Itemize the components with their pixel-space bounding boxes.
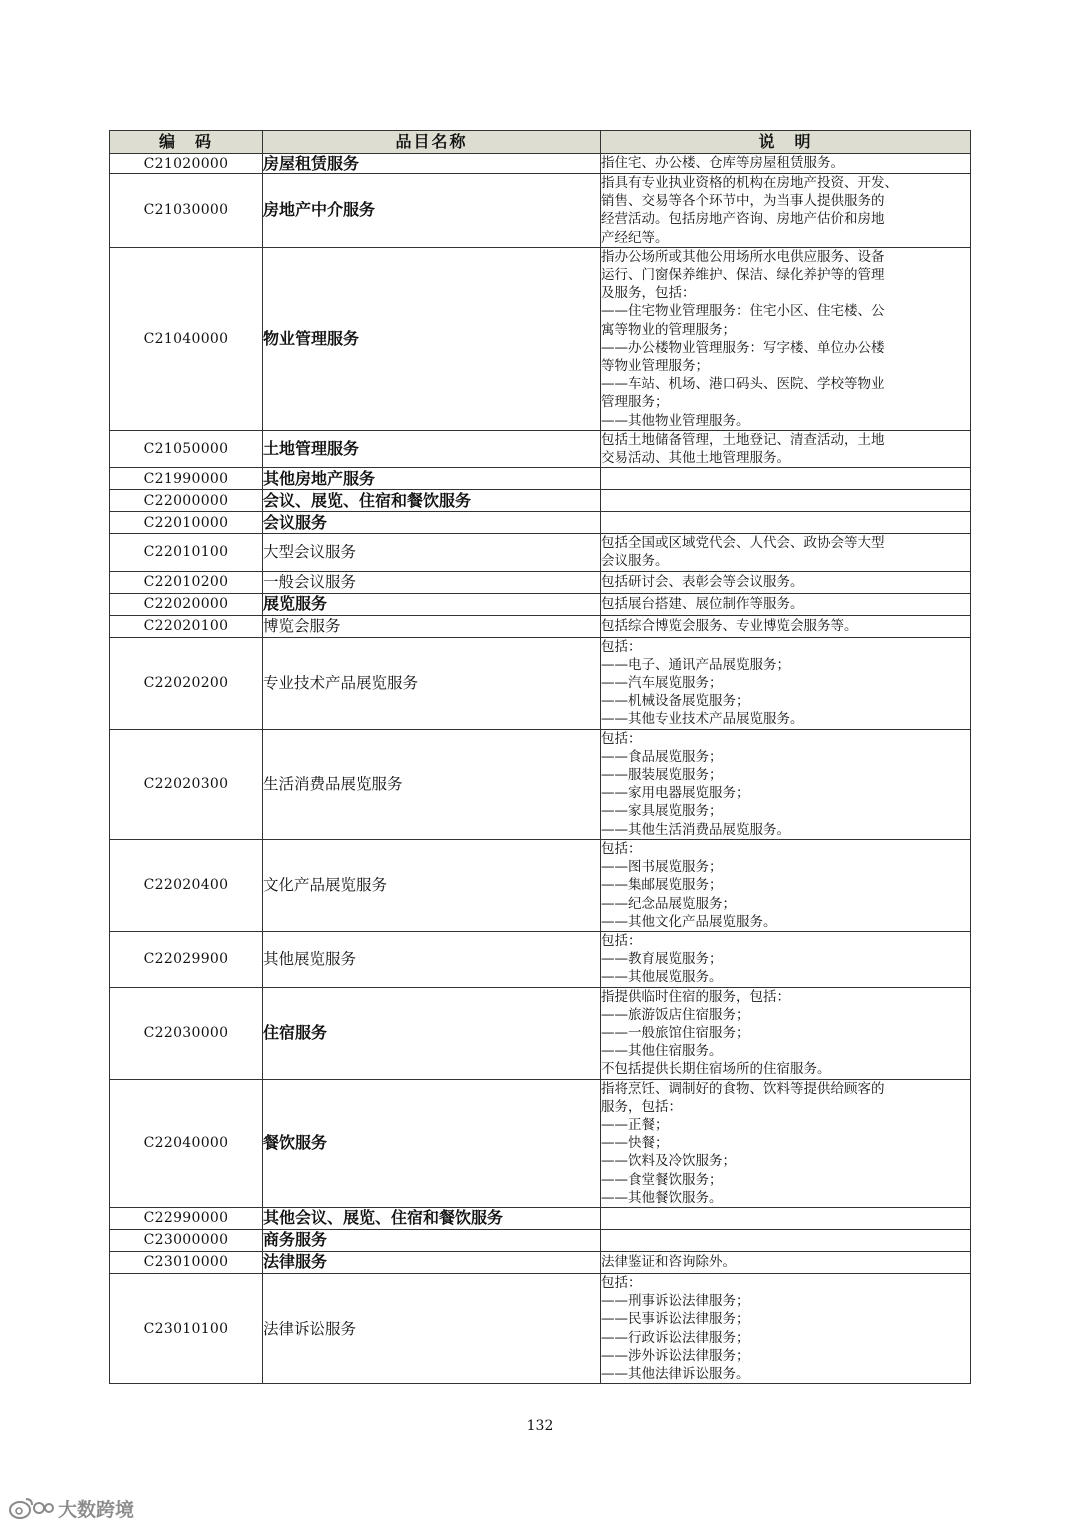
item-code: C21030000	[110, 174, 263, 248]
item-name: 商务服务	[263, 1229, 601, 1251]
table-row	[110, 839, 971, 931]
item-code: C22990000	[110, 1207, 263, 1229]
item-name: 生活消费品展览服务	[263, 729, 601, 839]
item-code: C21040000	[110, 247, 263, 430]
description-line: ——车站、机场、港口码头、医院、学校等物业	[601, 376, 885, 393]
description-line: ——汽车展览服务；	[601, 675, 723, 692]
table-row	[110, 512, 971, 534]
item-description	[601, 729, 971, 839]
table-row	[110, 247, 971, 430]
table-row	[110, 430, 971, 467]
item-description	[601, 931, 971, 987]
description-line: 包括研讨会、表彰会等会议服务。	[601, 574, 804, 591]
table-row	[110, 174, 971, 248]
description-line: 销售、交易等各个环节中，为当事人提供服务的	[601, 193, 885, 210]
item-name: 文化产品展览服务	[263, 839, 601, 931]
item-code: C21050000	[110, 430, 263, 467]
description-line: ——饮料及冷饮服务；	[601, 1153, 736, 1170]
table-row	[110, 615, 971, 637]
item-code: C22010100	[110, 534, 263, 571]
item-description	[601, 490, 971, 512]
item-code: C22020300	[110, 729, 263, 839]
description-line: ——其他展览服务。	[601, 969, 723, 986]
item-code: C22000000	[110, 490, 263, 512]
description-line: ——一般旅馆住宿服务；	[601, 1024, 750, 1041]
item-description	[601, 430, 971, 467]
table-body	[110, 154, 971, 1384]
table-row	[110, 468, 971, 490]
description-line: ——其他法律诉讼服务。	[601, 1365, 750, 1382]
item-name: 物业管理服务	[263, 247, 601, 430]
description-line: 包括：	[601, 1274, 642, 1291]
item-description	[601, 615, 971, 637]
item-code: C23010000	[110, 1251, 263, 1273]
description-line: ——家用电器展览服务；	[601, 785, 750, 802]
description-line: 寓等物业的管理服务；	[601, 321, 736, 338]
description-line: ——家具展览服务；	[601, 803, 723, 820]
table-row	[110, 1251, 971, 1273]
description-line: 会议服务。	[601, 553, 669, 570]
header-name: 品目名称	[263, 131, 601, 154]
description-line: ——机械设备展览服务；	[601, 693, 750, 710]
item-code: C22030000	[110, 987, 263, 1079]
item-code: C22020000	[110, 593, 263, 615]
description-line: ——其他文化产品展览服务。	[601, 913, 777, 930]
table-row	[110, 490, 971, 512]
page-number: 132	[526, 1418, 554, 1434]
item-name: 房地产中介服务	[263, 174, 601, 248]
description-line: 运行、门窗保养维护、保洁、绿化养护等的管理	[601, 267, 885, 284]
description-line: ——食品展览服务；	[601, 748, 723, 765]
item-description	[601, 534, 971, 571]
item-code: C23010100	[110, 1273, 263, 1383]
item-description	[601, 1229, 971, 1251]
table-row	[110, 534, 971, 571]
description-line: ——纪念品展览服务；	[601, 895, 736, 912]
description-line: 交易活动、其他土地管理服务。	[601, 450, 790, 467]
description-line: ——刑事诉讼法律服务；	[601, 1293, 750, 1310]
description-line: ——正餐；	[601, 1116, 669, 1133]
item-name: 会议、展览、住宿和餐饮服务	[263, 490, 601, 512]
item-name: 法律服务	[263, 1251, 601, 1273]
description-line: 包括：	[601, 932, 642, 949]
table-row	[110, 593, 971, 615]
description-line: 指具有专业执业资格的机构在房地产投资、开发、	[601, 175, 898, 191]
description-line: 包括综合博览会服务、专业博览会服务等。	[601, 618, 858, 635]
description-line: 包括展台搭建、展位制作等服务。	[601, 596, 804, 613]
item-description	[601, 637, 971, 729]
description-line: ——食堂餐饮服务；	[601, 1171, 723, 1188]
description-line: 包括：	[601, 638, 642, 655]
description-line: 不包括提供长期住宿场所的住宿服务。	[601, 1061, 831, 1078]
description-line: ——涉外诉讼法律服务；	[601, 1347, 750, 1364]
description-line: 指提供临时住宿的服务，包括：	[601, 988, 790, 1005]
item-code: C22020100	[110, 615, 263, 637]
description-line: 法律鉴证和咨询除外。	[601, 1254, 736, 1271]
description-line: ——图书展览服务；	[601, 859, 723, 876]
item-code: C21990000	[110, 468, 263, 490]
table-row	[110, 637, 971, 729]
item-name: 房屋租赁服务	[263, 154, 601, 174]
item-name: 餐饮服务	[263, 1079, 601, 1207]
description-line: ——办公楼物业管理服务：写字楼、单位办公楼	[601, 339, 885, 356]
description-line: 经营活动。包括房地产咨询、房地产估价和房地	[601, 211, 885, 228]
description-line: ——其他住宿服务。	[601, 1043, 723, 1060]
item-description	[601, 1251, 971, 1273]
description-line: 等物业管理服务；	[601, 358, 709, 375]
item-name: 专业技术产品展览服务	[263, 637, 601, 729]
item-description	[601, 593, 971, 615]
description-line: 包括土地储备管理，土地登记、清查活动，土地	[601, 431, 885, 448]
item-code: C22020200	[110, 637, 263, 729]
item-code: C22010000	[110, 512, 263, 534]
item-name: 博览会服务	[263, 615, 601, 637]
description-line: 指办公场所或其他公用场所水电供应服务、设备	[601, 248, 885, 265]
table-row	[110, 1229, 971, 1251]
item-description	[601, 154, 971, 174]
item-code: C22020400	[110, 839, 263, 931]
description-line: 包括：	[601, 730, 642, 747]
item-code: C23000000	[110, 1229, 263, 1251]
item-name: 法律诉讼服务	[263, 1273, 601, 1383]
description-line: ——行政诉讼法律服务；	[601, 1329, 750, 1346]
item-description	[601, 987, 971, 1079]
item-code: C22010200	[110, 571, 263, 593]
item-name: 大型会议服务	[263, 534, 601, 571]
watermark	[8, 1493, 134, 1523]
description-line: 及服务，包括：	[601, 285, 696, 302]
description-line: ——其他专业技术产品展览服务。	[601, 711, 804, 728]
description-line: ——住宅物业管理服务：住宅小区、住宅楼、公	[601, 303, 885, 320]
item-code: C22029900	[110, 931, 263, 987]
weibo-logo-icon	[8, 1495, 54, 1521]
table-row	[110, 1079, 971, 1207]
header-desc: 说 明	[601, 131, 971, 154]
description-line: 指住宅、办公楼、仓库等房屋租赁服务。	[601, 155, 844, 172]
description-line: ——其他物业管理服务。	[601, 412, 750, 429]
item-name: 土地管理服务	[263, 430, 601, 467]
watermark-text: 大数跨境	[58, 1498, 135, 1521]
description-line: ——电子、通讯产品展览服务；	[601, 656, 790, 673]
table-row	[110, 154, 971, 174]
table-row	[110, 1273, 971, 1383]
item-description	[601, 1079, 971, 1207]
item-name: 其他房地产服务	[263, 468, 601, 490]
item-description	[601, 468, 971, 490]
description-line: 产经纪等。	[601, 229, 669, 246]
description-line: 管理服务；	[601, 394, 669, 411]
description-line: ——民事诉讼法律服务；	[601, 1311, 750, 1328]
catalog-table	[109, 130, 971, 1384]
item-name: 一般会议服务	[263, 571, 601, 593]
item-name: 会议服务	[263, 512, 601, 534]
item-name: 住宿服务	[263, 987, 601, 1079]
item-description	[601, 839, 971, 931]
description-line: ——服装展览服务；	[601, 767, 723, 784]
table-row	[110, 1207, 971, 1229]
table-row	[110, 931, 971, 987]
table-row	[110, 571, 971, 593]
item-code: C21020000	[110, 154, 263, 174]
item-code: C22040000	[110, 1079, 263, 1207]
description-line: 指将烹饪、调制好的食物、饮料等提供给顾客的	[601, 1080, 885, 1097]
item-name: 展览服务	[263, 593, 601, 615]
description-line: 包括：	[601, 840, 642, 857]
header-code: 编 码	[110, 131, 263, 154]
item-description	[601, 247, 971, 430]
item-description	[601, 1207, 971, 1229]
description-line: ——快餐；	[601, 1135, 669, 1152]
description-line: 包括全国或区域党代会、人代会、政协会等大型	[601, 535, 885, 552]
table-header-row	[110, 131, 971, 154]
item-name: 其他展览服务	[263, 931, 601, 987]
description-line: ——旅游饭店住宿服务；	[601, 1006, 750, 1023]
description-line: 服务，包括：	[601, 1098, 682, 1115]
table-row	[110, 987, 971, 1079]
item-description	[601, 512, 971, 534]
description-line: ——集邮展览服务；	[601, 877, 723, 894]
description-line: ——其他生活消费品展览服务。	[601, 821, 790, 838]
description-line: ——其他餐饮服务。	[601, 1189, 723, 1206]
item-description	[601, 1273, 971, 1383]
item-description	[601, 174, 971, 248]
item-name: 其他会议、展览、住宿和餐饮服务	[263, 1207, 601, 1229]
item-description	[601, 571, 971, 593]
description-line: ——教育展览服务；	[601, 951, 723, 968]
table-row	[110, 729, 971, 839]
